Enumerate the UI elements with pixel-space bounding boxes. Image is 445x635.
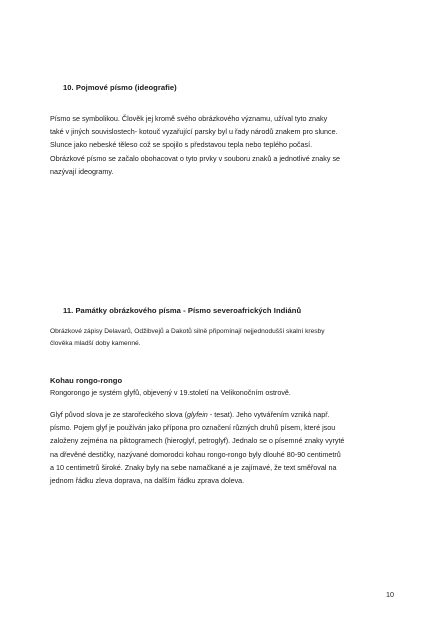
paragraph-line: člověka mladší doby kamenné. <box>50 339 141 347</box>
kohau-intro: Rongorongo je systém glyfů, objevený v 19.století na Velikonočním ostrově. <box>50 388 291 397</box>
section-10-paragraph <box>50 112 410 178</box>
page-number: 10 <box>386 590 394 599</box>
paragraph-line: nazývají ideogramy. <box>50 166 114 176</box>
glyf-text-a: Glyf původ slova je ze starořeckého slova ( <box>50 410 188 419</box>
paragraph-line: Obrázkové písmo se začalo obohacovat o tyto prvky v souboru znaků a jednotlivé znaky se <box>50 153 341 163</box>
section-11-paragraph <box>50 326 410 350</box>
paragraph-line: Písmo se symbolikou. Člověk jej kromě svého obrázkového významu, užíval tyto znaky <box>50 114 328 123</box>
paragraph-line: jednom řádku zleva doprava, na dalším řádku zprava doleva. <box>50 476 245 486</box>
paragraph-line: také v jiných souvislostech- kotouč vyzařující parsky byl u řady národů znakem pro slunce. <box>50 127 338 137</box>
paragraph-line: Obrázkové zápisy Delavarů, Odžibvejů a Dakotů silně připomínají nejjednodušší skalní kresby <box>50 328 325 335</box>
paragraph-line: písmo. Pojem glyf je používán jako přípona pro označení různých druhů písem, které jsou <box>50 423 336 433</box>
paragraph-line: na dřevěné destičky, nazývané domorodci kohau rongo-rongo byly dlouhé 80-90 centimetrů <box>50 449 341 459</box>
paragraph-line: Slunce jako nebeské těleso což se spojilo s představou tepla nebo teplého počasí. <box>50 140 313 150</box>
glyf-text-b: - tesat). Jeho vytvářením vzniká např. <box>207 410 330 419</box>
glyf-paragraph <box>50 408 410 487</box>
paragraph-line: a 10 centimetrů široké. Znaky byly na sebe namačkané a je zajímavé, že text směřoval na <box>50 462 337 472</box>
paragraph-line <box>50 408 410 421</box>
kohau-subheading: Kohau rongo-rongo <box>50 376 123 385</box>
section-11-heading: 11. Památky obrázkového písma - Písmo severoafrických Indiánů <box>63 306 302 315</box>
glyf-italic-term: glyfein <box>187 410 208 419</box>
section-10-heading: 10. Pojmové písmo (ideografie) <box>63 83 177 92</box>
paragraph-line: založeny zejména na piktogramech (hieroglyf, petroglyf). Jednalo se o písemné znaky vyryté <box>50 436 345 446</box>
